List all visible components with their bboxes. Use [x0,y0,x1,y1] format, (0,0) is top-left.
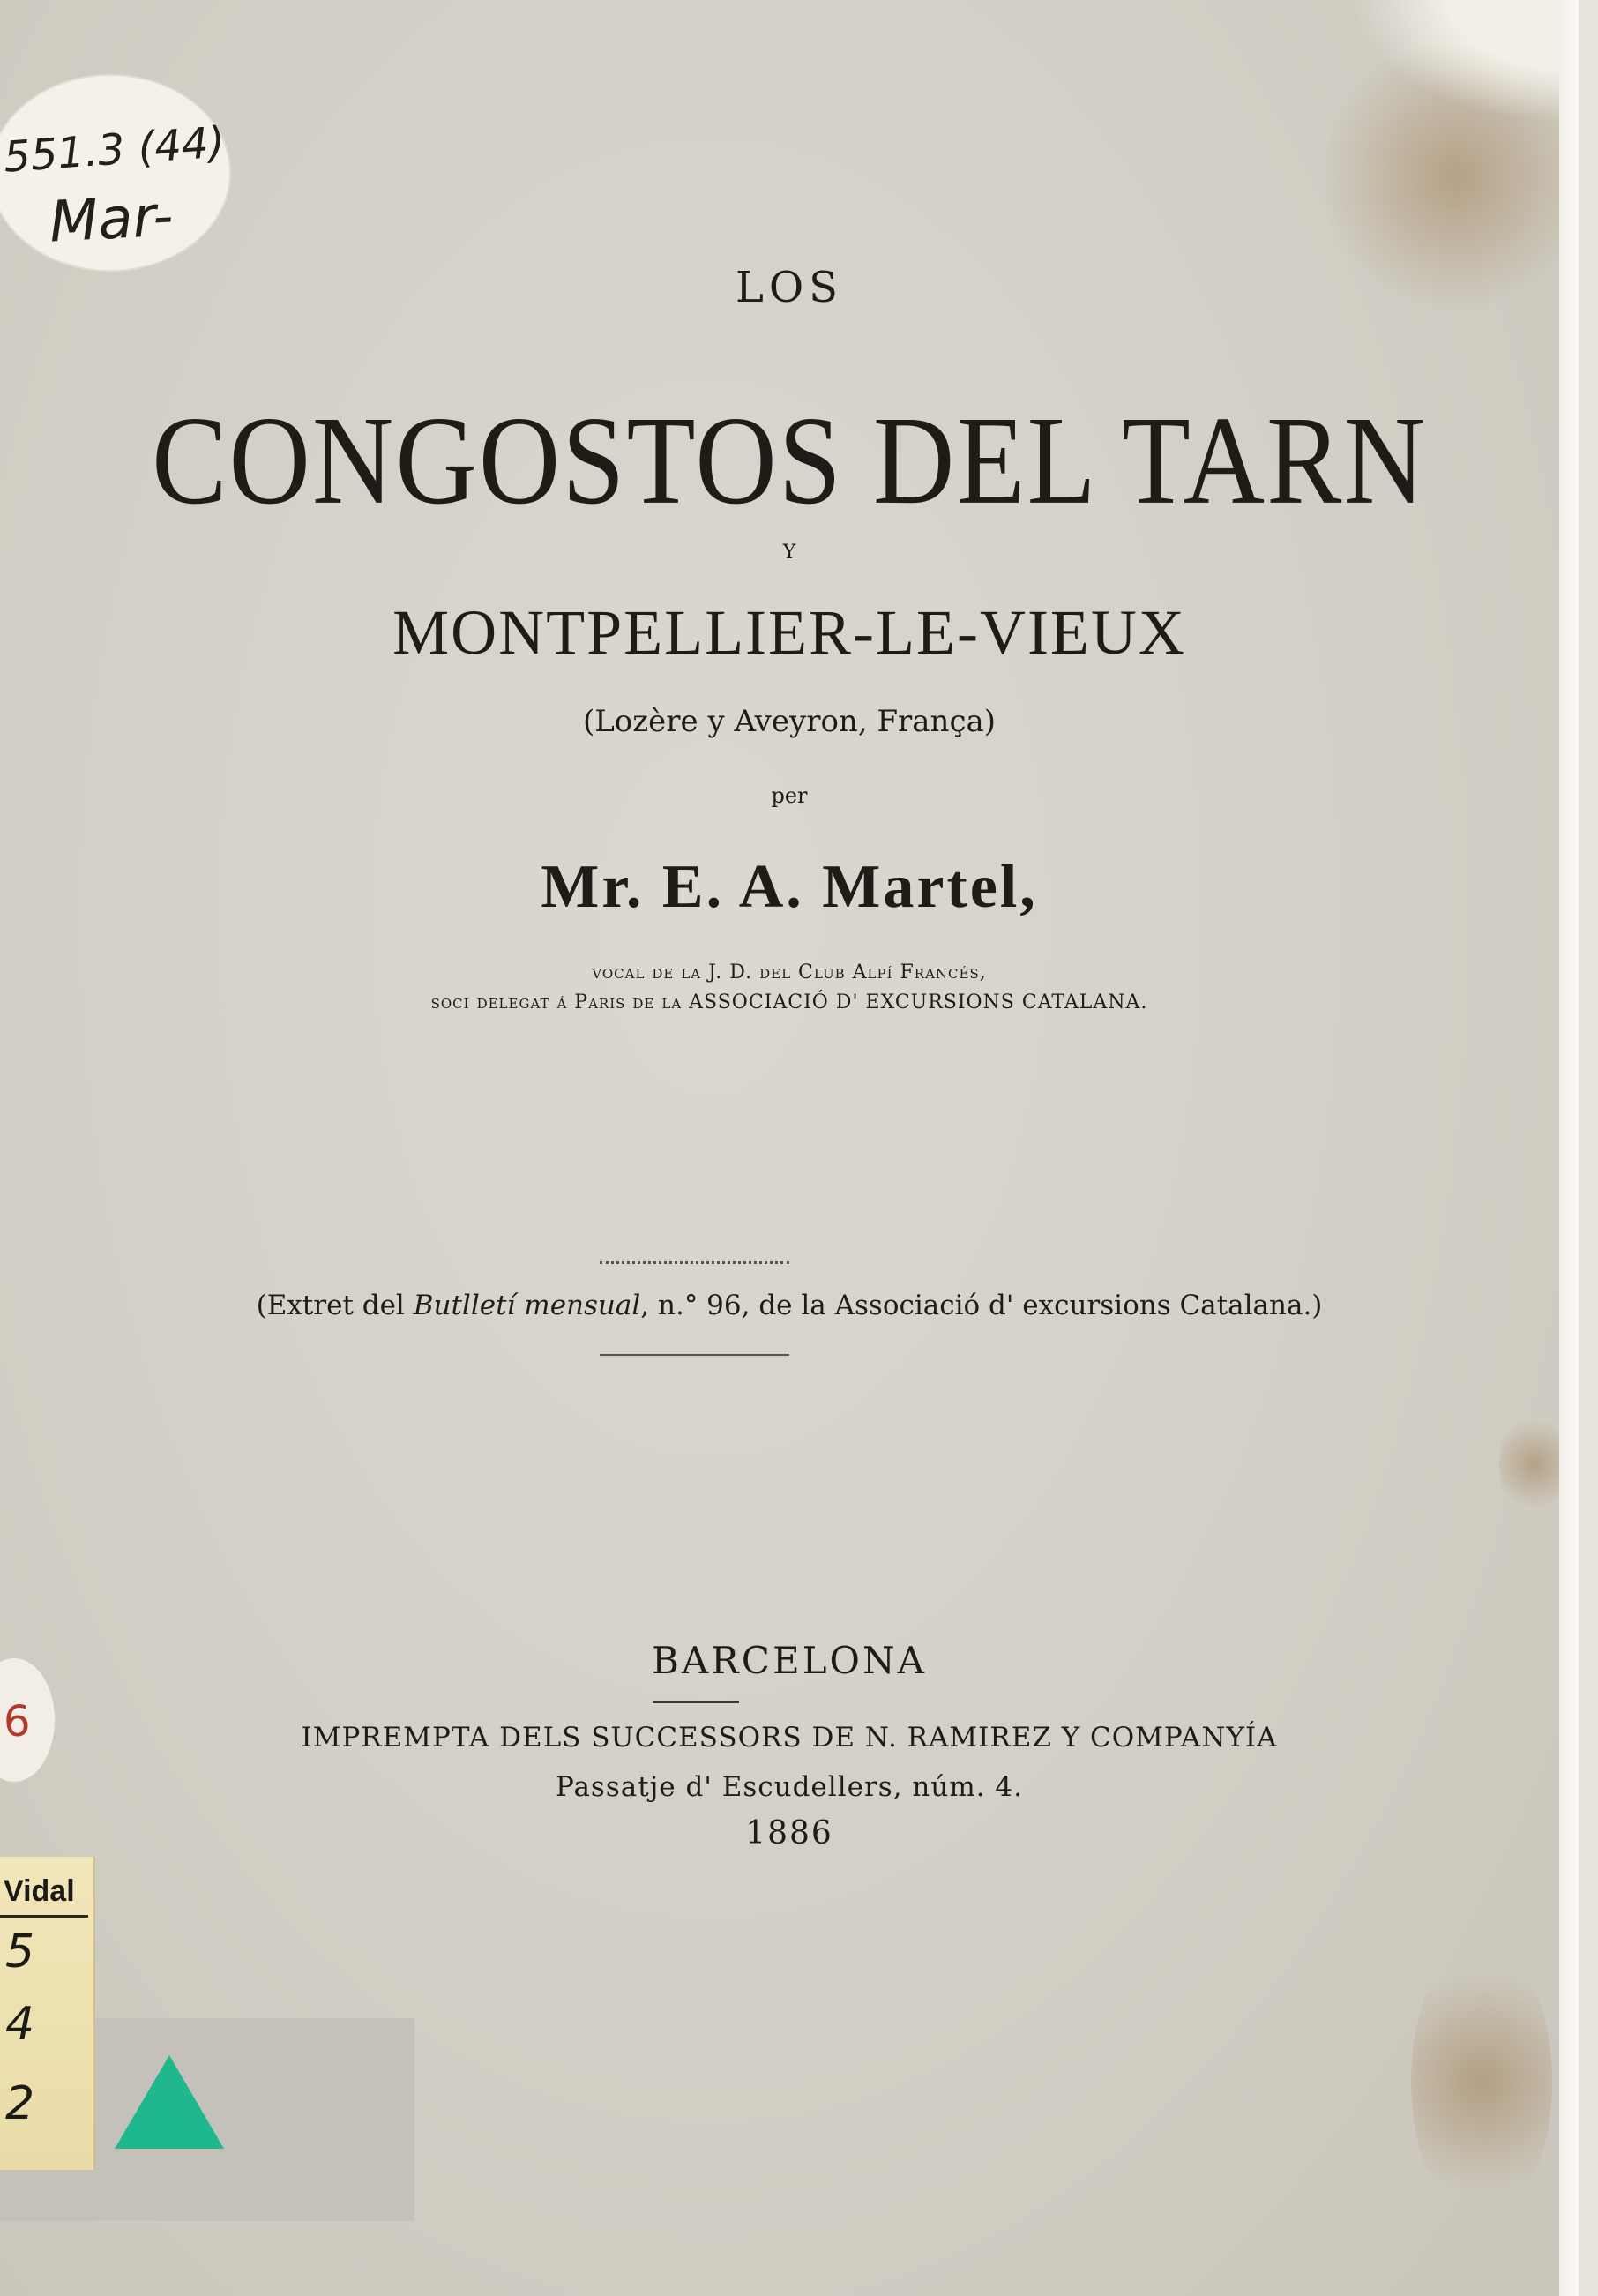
journal-title: Butlletí mensual [413,1290,641,1321]
second-title: MONTPELLIER-LE-VIEUX [392,597,1186,668]
imprint-address: Passatje d' Escudellers, núm. 4. [555,1771,1023,1803]
call-number-line1: 551.3 (44) [2,117,227,183]
imprint-city: BARCELONA [651,1639,928,1682]
ornament-rule-bottom [600,1354,789,1356]
location-subtitle: (Lozère y Aveyron, França) [582,704,997,739]
extract-prefix: (Extret del [256,1290,414,1321]
call-number-label [0,76,229,270]
small-label-number: 6 [4,1697,31,1746]
title-conjunction: Y [782,542,796,564]
extract-note [0,1290,1579,1321]
green-triangle-sticker [115,2055,224,2149]
author-name: Mr. E. A. Martel, [541,853,1038,921]
vidal-label-number-3: 2 [5,2077,35,2130]
main-title: CONGOSTOS DEL TARN [152,390,1427,531]
vidal-label-number-1: 5 [5,1926,35,1978]
imprint-printer: IMPREMPTA DELS SUCCESSORS DE N. RAMIREZ Y COMPANYÍA [301,1722,1278,1754]
ornament-rule-top [600,1261,789,1264]
foxing-stain [1411,1941,1552,2223]
vidal-label-number-2: 4 [5,1998,35,2051]
author-role-2: soci delegat á Paris de la ASSOCIACIÓ D' EXCURSIONS CATALANA. [430,991,1148,1013]
vidal-label-rule [0,1915,88,1918]
vidal-label-name: Vidal [4,1874,75,1908]
vidal-shelf-label [0,1857,95,2170]
torn-corner [1349,0,1579,123]
by-line: per [771,783,808,808]
imprint-year: 1886 [745,1815,833,1851]
author-role-1: vocal de la J. D. del Club Alpí Francés, [592,961,987,983]
extract-suffix: , n.° 96, de la Associació d' excursions Catalana.) [640,1290,1323,1321]
call-number-line2: Mar- [48,183,175,256]
title-los: LOS [735,263,844,312]
page-edge [1559,0,1579,2296]
imprint-rule [653,1701,739,1703]
